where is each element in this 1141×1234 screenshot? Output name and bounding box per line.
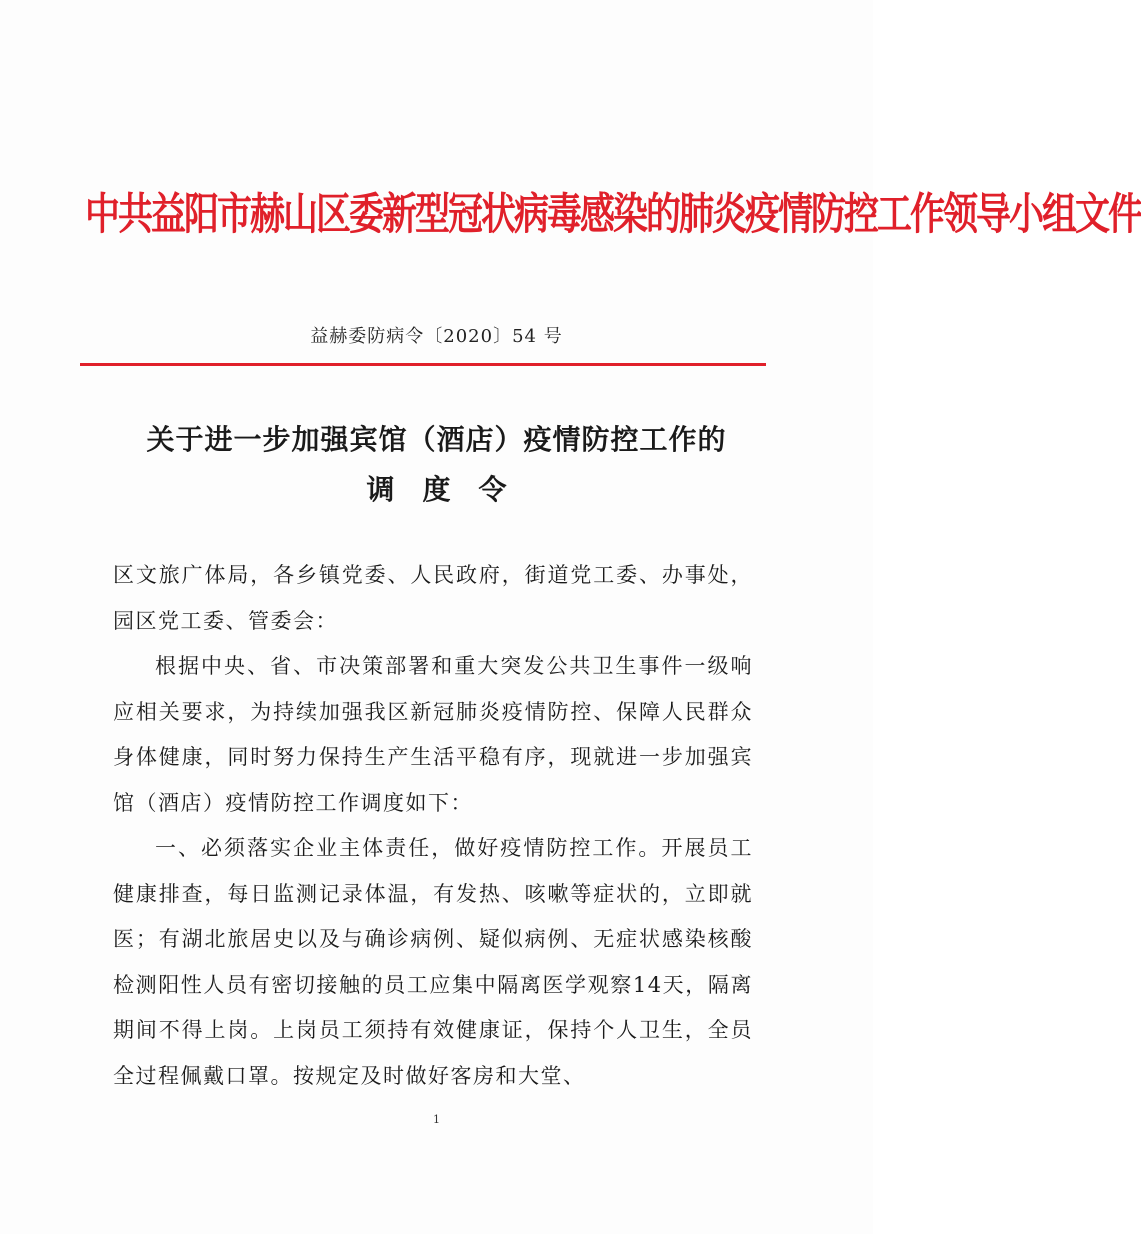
document-title-line-1: 关于进一步加强宾馆（酒店）疫情防控工作的 bbox=[146, 423, 727, 456]
body-paragraph-1: 根据中央、省、市决策部署和重大突发公共卫生事件一级响应相关要求，为持续加强我区新冠肺炎疫情防控、保障人民群众身体健康，同时努力保持生产生活平稳有序，现就进一步加强宾馆（酒店）疫情防控工作调度如下： bbox=[113, 654, 753, 815]
document-title-line-2: 调度令 bbox=[366, 473, 535, 506]
document-body bbox=[113, 553, 753, 1099]
red-separator-line bbox=[80, 363, 766, 366]
issuing-authority-header: 中共益阳市赫山区委新型冠状病毒感染的肺炎疫情防控工作领导小组文件 bbox=[85, 190, 1141, 240]
page-number: 1 bbox=[433, 1113, 440, 1126]
recipients-paragraph: 区文旅广体局，各乡镇党委、人民政府，街道党工委、办事处，园区党工委、管委会： bbox=[113, 563, 753, 633]
document-number: 益赫委防病令〔2020〕54 号 bbox=[310, 326, 563, 347]
body-paragraph-2: 一、必须落实企业主体责任，做好疫情防控工作。开展员工健康排查，每日监测记录体温，有发热、咳嗽等症状的，立即就医；有湖北旅居史以及与确诊病例、疑似病例、无症状感染核酸检测阳性人员有密切接触的员工应集中隔离医学观察14天，隔离期间不得上岗。上岗员工须持有效健康证，保持个人卫生，全员全过程佩戴口罩。按规定及时做好客房和大堂、 bbox=[113, 836, 753, 1088]
